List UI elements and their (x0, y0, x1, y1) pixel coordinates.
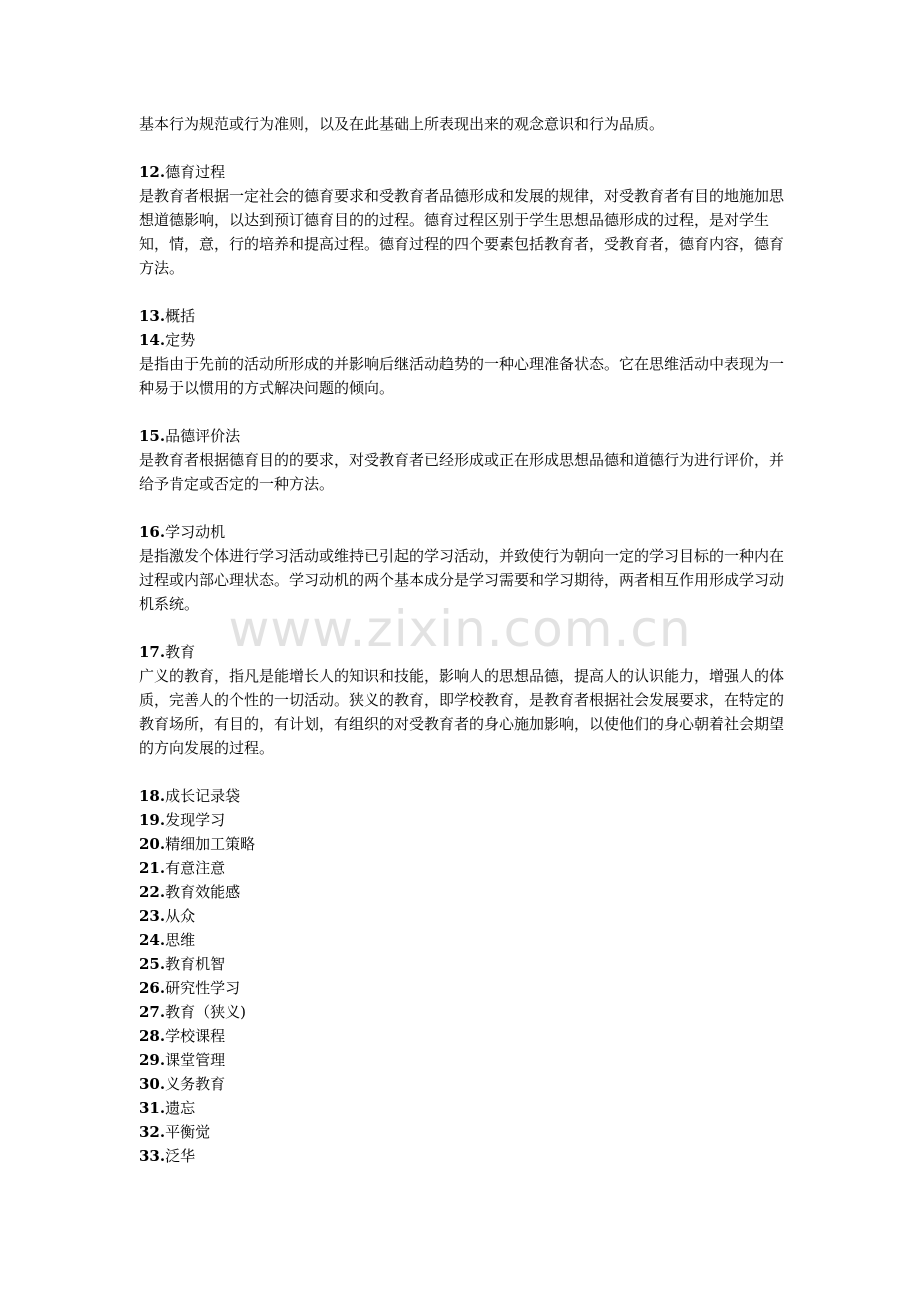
term-number: 24. (139, 931, 166, 949)
term-number: 15. (139, 427, 166, 445)
term-title: 教育机智 (165, 955, 226, 973)
term-title: 义务教育 (165, 1075, 226, 1093)
term-title: 精细加工策略 (165, 835, 256, 853)
term-number: 27. (139, 1003, 166, 1021)
term-title: 从众 (165, 907, 196, 925)
term-title: 平衡觉 (165, 1123, 211, 1141)
term-title: 课堂管理 (165, 1051, 226, 1069)
definition-list (139, 160, 784, 784)
intro-line: 基本行为规范或行为准则，以及在此基础上所表现出来的观念意识和行为品质。 (139, 115, 665, 133)
list-item (139, 928, 784, 952)
document-body (139, 112, 784, 1168)
list-item (139, 1120, 784, 1144)
list-item (139, 976, 784, 1000)
term-title: 教育 (165, 643, 196, 661)
term-title: 思维 (165, 931, 196, 949)
term-heading (139, 304, 784, 328)
term-definition: 是教育者根据一定社会的德育要求和受教育者品德形成和发展的规律，对受教育者有目的地施加思想道德影响，以达到预订德育目的的过程。德育过程区别于学生思想品德形成的过程，是对学生知，情，意，行的培养和提高过程。德育过程的四个要素包括教育者，受教育者，德育内容，德育方法。 (139, 187, 785, 277)
term-number: 33. (139, 1147, 166, 1165)
term-title: 发现学习 (165, 811, 226, 829)
list-item (139, 832, 784, 856)
term-number: 20. (139, 835, 166, 853)
term-number: 25. (139, 955, 166, 973)
term-number: 19. (139, 811, 166, 829)
list-item (139, 1048, 784, 1072)
term-title: 成长记录袋 (165, 787, 241, 805)
list-item (139, 808, 784, 832)
list-item (139, 784, 784, 808)
list-item (139, 1072, 784, 1096)
term-number: 16. (139, 523, 166, 541)
term-number: 31. (139, 1099, 166, 1117)
list-item (139, 904, 784, 928)
term-number: 12. (139, 163, 166, 181)
term-heading (139, 424, 784, 448)
list-item (139, 856, 784, 880)
term-number: 18. (139, 787, 166, 805)
term-number: 32. (139, 1123, 166, 1141)
term-number: 17. (139, 643, 166, 661)
term-title: 教育（狭义) (165, 1003, 246, 1021)
watermark: www.zixin.com.cn (228, 600, 692, 658)
term-number: 13. (139, 307, 166, 325)
term-title: 学习动机 (165, 523, 226, 541)
term-definition: 广义的教育，指凡是能增长人的知识和技能，影响人的思想品德，提高人的认识能力，增强人的体质，完善人的个性的一切活动。狭义的教育，即学校教育，是教育者根据社会发展要求，在特定的教育场所，有目的，有计划，有组织的对受教育者的身心施加影响，以使他们的身心朝着社会期望的方向发展的过程。 (139, 667, 785, 757)
term-number: 14. (139, 331, 166, 349)
term-number: 30. (139, 1075, 166, 1093)
term-number: 21. (139, 859, 166, 877)
term-title: 德育过程 (165, 163, 226, 181)
term-number: 28. (139, 1027, 166, 1045)
term-number: 29. (139, 1051, 166, 1069)
term-heading (139, 640, 784, 664)
term-heading (139, 520, 784, 544)
term-definition: 是教育者根据德育目的的要求，对受教育者已经形成或正在形成思想品德和道德行为进行评价，并给予肯定或否定的一种方法。 (139, 451, 785, 493)
term-title: 定势 (165, 331, 196, 349)
list-item (139, 880, 784, 904)
term-title: 泛华 (165, 1147, 196, 1165)
term-title: 遗忘 (165, 1099, 196, 1117)
list-item (139, 1000, 784, 1024)
term-title: 品德评价法 (165, 427, 241, 445)
term-number: 22. (139, 883, 166, 901)
term-definition: 是指激发个体进行学习活动或维持已引起的学习活动，并致使行为朝向一定的学习目标的一种内在过程或内部心理状态。学习动机的两个基本成分是学习需要和学习期待，两者相互作用形成学习动机系统。 (139, 547, 785, 613)
term-heading (139, 328, 784, 352)
list-item (139, 1024, 784, 1048)
list-item (139, 1144, 784, 1168)
term-number: 26. (139, 979, 166, 997)
list-item (139, 952, 784, 976)
term-title: 概括 (165, 307, 196, 325)
term-heading (139, 160, 784, 184)
term-title: 学校课程 (165, 1027, 226, 1045)
term-list (139, 784, 784, 1168)
term-definition: 是指由于先前的活动所形成的并影响后继活动趋势的一种心理准备状态。它在思维活动中表现为一种易于以惯用的方式解决问题的倾向。 (139, 355, 785, 397)
term-number: 23. (139, 907, 166, 925)
term-title: 研究性学习 (165, 979, 241, 997)
term-title: 教育效能感 (165, 883, 241, 901)
term-title: 有意注意 (165, 859, 226, 877)
list-item (139, 1096, 784, 1120)
